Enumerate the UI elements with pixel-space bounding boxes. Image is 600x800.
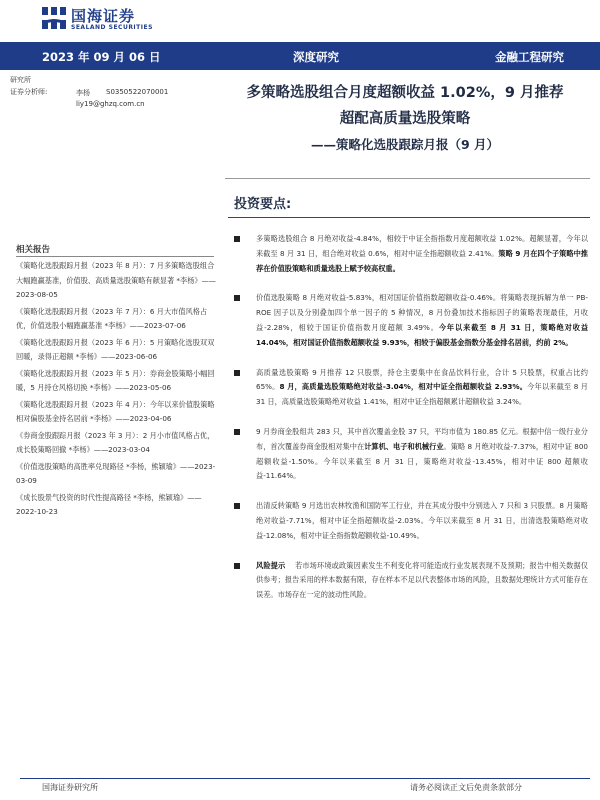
title-divider: [225, 178, 590, 179]
section-divider: [228, 217, 590, 218]
footer-institute: 国海证券研究所: [42, 783, 98, 792]
related-report-item[interactable]: 《策略化选股跟踪月报（2023 年 5 月）：券商金股策略小幅回暖，5 月持仓风格切换 *李杨》——2023-05-06: [16, 368, 215, 392]
analyst-name: 李杨: [76, 89, 90, 97]
bullet-text: 9 月券商金股组共 283 只，其中首次覆盖金股 37 只，平均市值为 180.85 亿元。根据中信一级行业分布，首次覆盖券商金股相对集中在: [256, 426, 588, 451]
bullet-bold-text: 计算机、电子和机械行业: [364, 441, 444, 451]
investment-highlights: [232, 232, 588, 618]
related-report-item[interactable]: 《策略化选股跟踪月报（2023 年 4 月）：今年以来价值股策略相对偏股基金持名居前 *李杨》——2023-04-06: [16, 399, 215, 423]
footer-divider: [20, 778, 590, 779]
bullet-text: 出清反转策略 9 月选出农林牧渔和国防军工行业，并在其成分股中分别选入 7 只和 3 只股票。8 月策略绝对收益-7.71%，相对中证全指超额收益-2.03%。今年以来截至 8 月 31 日，出清选股策略绝对收益-12.08%，相对中证全指指数超额收益-10.49%。: [256, 501, 588, 540]
institute-label: 研究所: [10, 76, 31, 84]
highlight-bullet: [232, 366, 588, 410]
analyst-label: 证券分析师:: [10, 88, 48, 96]
header-bar: [0, 42, 600, 70]
related-report-item[interactable]: 《策略化选股跟踪月报（2023 年 6 月）：5 月策略化选股双双回暖，录得正超额 *李杨》——2023-06-06: [16, 337, 215, 361]
highlight-bullet: [232, 499, 588, 543]
bullet-text: 高质量选股策略 9 月推荐 12 只股票，持仓主要集中在食品饮料行业，合计 5 只股票，权重占比约 65%。: [256, 367, 588, 392]
bullet-bold-text: 今年以来截至 8 月 31 日，策略绝对收益 14.04%，相对国证价值指数超额收益 9.93%，相较于偏股基金指数分基金排名居前，约前 2%。: [256, 322, 589, 347]
footer-disclaimer: 请务必阅读正文后免责条款部分: [410, 783, 522, 792]
related-report-item[interactable]: 《策略化选股跟踪月报（2023 年 8 月）：7 月多策略选股组合大幅跑赢基准，价值股、高质量选股策略有献显著 *李杨》——2023-08-05: [16, 261, 216, 299]
bullet-bold-text: 8 月，高质量选股策略绝对收益-3.04%，相对中证全指超额收益 2.93%。: [279, 382, 528, 392]
related-report-item[interactable]: 《成长股景气投资的时代性提高路径 *李杨，熊颖瑜》——2022-10-23: [16, 492, 202, 516]
bullet-bold-text: 策略 9 月在四个子策略中推荐在价值股策略和质量选股上赋予较高权重。: [256, 248, 588, 273]
report-category: 深度研究: [293, 50, 339, 64]
analyst-cert-no: S0350522070001: [106, 88, 169, 96]
title-line-1: 多策略选股组合月度超额收益 1.02%，9 月推荐: [246, 85, 564, 101]
related-report-item[interactable]: 《策略化选股跟踪月报（2023 年 7 月）：6 月大市值风格占优，价值选股小幅跑赢基准 *李杨》——2023-07-06: [16, 306, 208, 330]
report-date: 2023 年 09 月 06 日: [42, 50, 161, 64]
title-line-2: 超配高质量选股策略: [339, 111, 471, 127]
brand-name-en: SEALAND SECURITIES: [71, 24, 153, 31]
bullet-text: 多策略选股组合 8 月绝对收益-4.84%，相较于中证全指指数月度超额收益 1.02%。超额显著，今年以来截至 8 月 31 日，组合绝对收益 0.6%，相对中证全指超额收益 2.41%。: [256, 234, 588, 258]
bullet-square-icon: [234, 503, 240, 509]
bullet-square-icon: [234, 370, 240, 376]
related-report-item[interactable]: 《价值选股策略的高胜率兑现路径 *李杨，熊颖瑜》——2023-03-09: [16, 461, 216, 485]
risk-warning-text: 若市场环境或政策因素发生不利变化将可能造成行业发展表现不及预期；报告中相关数据仅供参考；报告采用的样本数据有限，存在样本不足以代表整体市场的风险，且数据处理统计方式可能存在误差。市场存在一定的波动性风险。: [256, 560, 588, 600]
report-department: 金融工程研究: [495, 50, 564, 64]
risk-warning-label: 风险提示: [256, 560, 286, 570]
bullet-tail-text: 。策略 8 月绝对收益-7.37%，相对中证 800 超额收益-1.50%。今年以来截至 8 月 31 日，策略绝对收益-13.45%，相对中证 800 超额收益-11.64%。: [256, 441, 588, 481]
brand-logo: [41, 4, 181, 34]
sealand-logo-icon: [41, 6, 67, 30]
bullet-square-icon: [234, 429, 240, 435]
section-title: 投资要点:: [234, 197, 292, 212]
bullet-square-icon: [234, 295, 240, 301]
highlight-bullet: [232, 232, 588, 276]
risk-warning-bullet: [232, 559, 588, 603]
bullet-square-icon: [234, 236, 240, 242]
bullet-tail-text: 今年以来截至 8 月 31 日，高质量选股策略绝对收益 1.41%，相对中证全指超额累计超额收益 3.24%。: [256, 382, 588, 407]
report-subtitle: ——策略化选股跟踪月报（9 月）: [310, 137, 500, 152]
related-reports-list: [16, 259, 216, 522]
highlight-bullet: [232, 291, 588, 350]
bullet-square-icon: [234, 563, 240, 569]
analyst-email[interactable]: liy19@ghzq.com.cn: [76, 100, 145, 108]
analyst-meta: [10, 74, 47, 98]
bullet-text: 价值选股策略 8 月绝对收益-5.83%，相对国证价值指数超额收益-0.46%。将策略表现拆解为单一 PB-ROE 因子以及分别叠加四个单一因子的 5 种情况，8 月份叠加技术指标因子的策略表现最佳，月收益-2.28%，相较于国证价值指数月度超额 3.49%。: [256, 293, 588, 332]
brand-name-cn: 国海证券: [71, 7, 136, 25]
related-reports-heading: 相关报告: [16, 245, 51, 255]
highlight-bullet: [232, 425, 588, 484]
related-divider: [16, 256, 214, 257]
related-report-item[interactable]: 《券商金股跟踪月报（2023 年 3 月）：2 月小市值风格占优，成长股策略回撤 *李杨》——2023-03-04: [16, 430, 215, 454]
report-title: [225, 80, 585, 158]
